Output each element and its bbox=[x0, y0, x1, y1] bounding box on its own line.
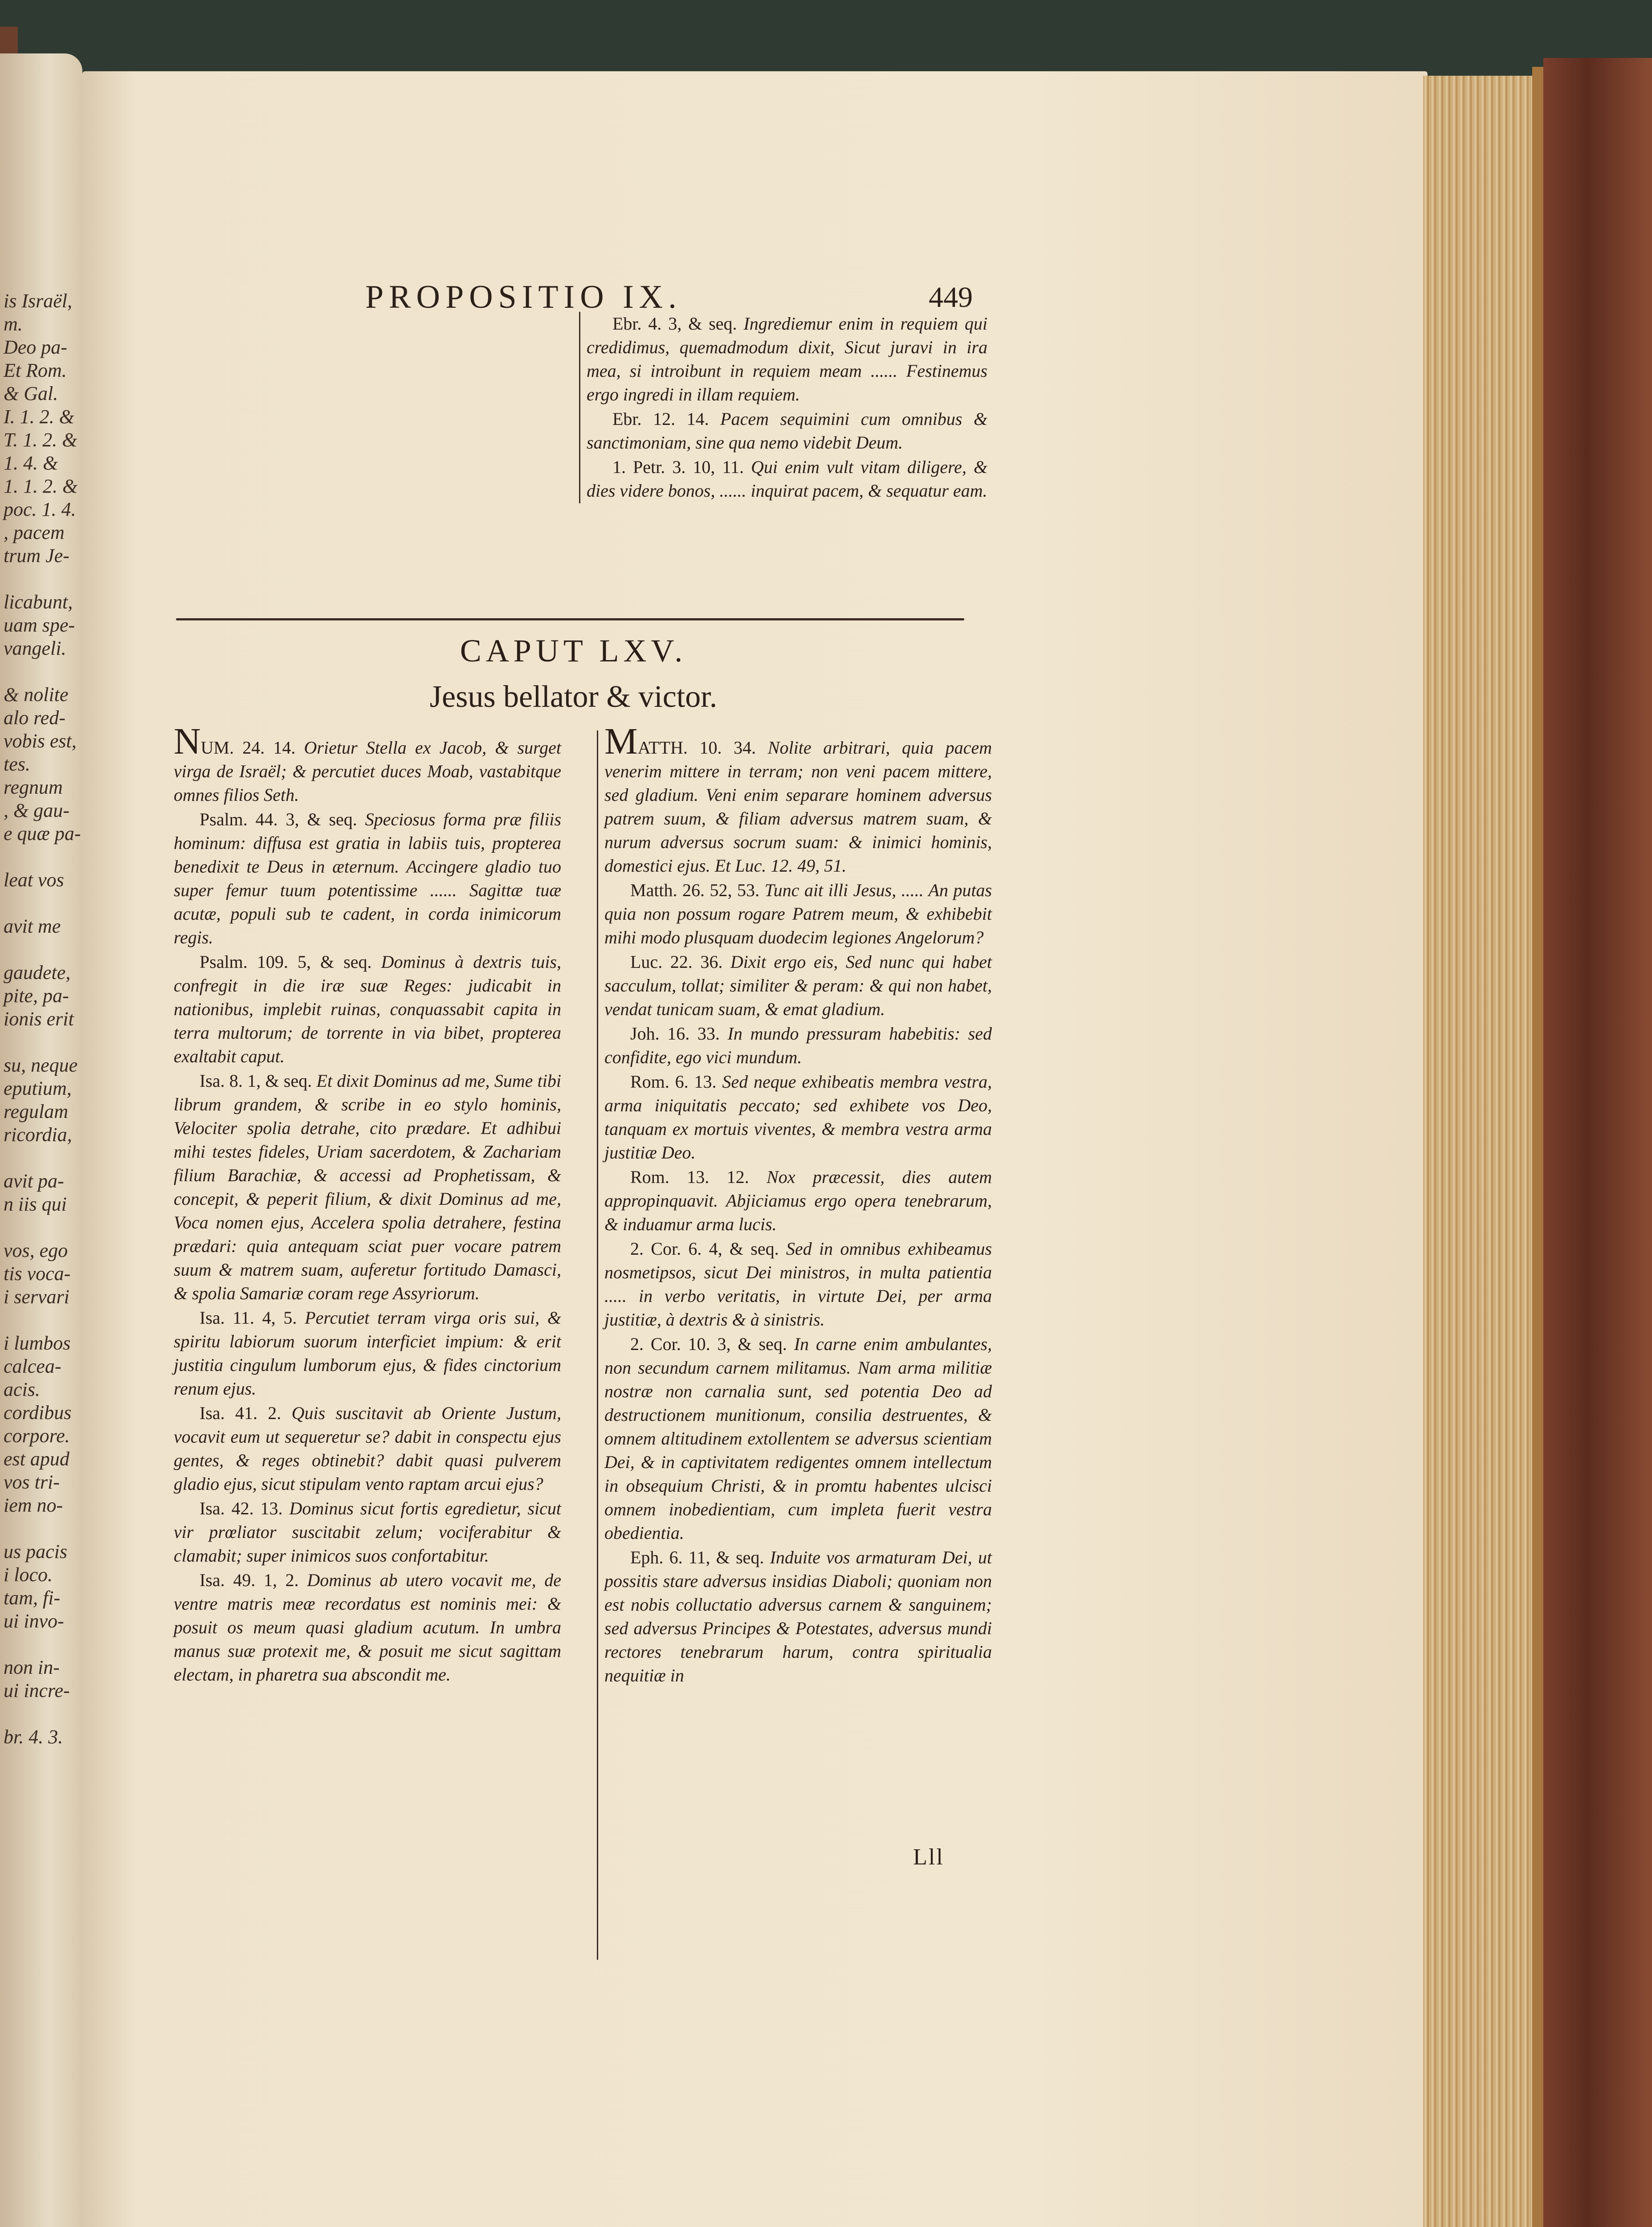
margin-fragment: regnum bbox=[4, 776, 63, 798]
margin-fragment: 1. 1. 2. & bbox=[4, 475, 78, 497]
scripture-text: Pacem sequimini cum omnibus & sanctimoniam, sine qua nemo videbit Deum. bbox=[587, 409, 988, 453]
margin-fragment: ui incre- bbox=[4, 1680, 70, 1701]
scripture-text: Orietur Stella ex Jacob, & surget virga de Israël; & percutiet duces Moab, vastabitque omnes filios Seth. bbox=[174, 738, 561, 805]
scripture-text: Dominus ab utero vocavit me, de ventre matris meæ recordatus est nominis mei: & posuit os meum quasi gladium acutum. In umbra manus suæ protexit me, & posuit me sicut sagittam electam, in pharetra sua abscondit me. bbox=[174, 1570, 562, 1685]
margin-fragment: m. bbox=[4, 313, 23, 335]
scripture-text: Speciosus forma præ filiis hominum: diffusa est gratia in labiis tuis, propterea benedixit te Deus in æternum. Accingere gladio tuo super femur tuum potentissime ...... Sagittæ tuæ acutæ, populi sub te cadent, in corda inimicorum regis. bbox=[174, 809, 562, 947]
margin-fragment: & Gal. bbox=[4, 383, 58, 404]
scripture-text: Dominus sicut fortis egredietur, sicut vir prœliator suscitabit zelum; vociferabitur & clamabit; super inimicos suos confortabitur. bbox=[174, 1498, 562, 1566]
top-citation-block bbox=[579, 312, 987, 503]
scripture-text: In mundo pressuram habebitis: sed confidite, ego vici mundum. bbox=[604, 1024, 992, 1067]
scripture-reference: Rom. 6. 13. bbox=[630, 1072, 717, 1092]
margin-fragment: tam, fi- bbox=[4, 1587, 61, 1609]
citation-paragraph bbox=[587, 312, 987, 406]
margin-fragment: corpore. bbox=[4, 1425, 70, 1447]
citation-paragraph bbox=[174, 1401, 561, 1496]
scripture-reference: Matth. 26. 52, 53. bbox=[630, 880, 760, 900]
scripture-reference: Isa. 49. 1, 2. bbox=[200, 1570, 299, 1590]
margin-fragment: poc. 1. 4. bbox=[4, 498, 76, 520]
margin-fragment: su, neque bbox=[4, 1054, 78, 1076]
scripture-reference: Luc. 22. 36. bbox=[630, 952, 723, 972]
margin-fragment bbox=[4, 1633, 82, 1656]
margin-fragment: i loco. bbox=[4, 1564, 53, 1586]
margin-fragment: n iis qui bbox=[4, 1193, 67, 1215]
margin-fragment bbox=[4, 938, 82, 961]
citation-paragraph bbox=[604, 1070, 992, 1164]
margin-fragment bbox=[4, 1216, 82, 1239]
scripture-reference: Eph. 6. 11, & seq. bbox=[630, 1547, 764, 1567]
fore-edge bbox=[1423, 76, 1543, 2227]
citation-paragraph bbox=[604, 1165, 992, 1236]
margin-fragment: ui invo- bbox=[4, 1610, 64, 1632]
scripture-text: Dixit ergo eis, Sed nunc qui habet sacculum, tollat; similiter & peram: & qui non habet, vendat tunicam suam, & emat gladium. bbox=[604, 952, 992, 1019]
scripture-reference: ATTH. 10. 34. bbox=[637, 738, 756, 758]
citation-paragraph bbox=[604, 721, 992, 877]
page-number: 449 bbox=[929, 281, 973, 314]
drop-capital: M bbox=[604, 721, 638, 762]
left-page-edge bbox=[0, 53, 82, 2227]
scripture-text: Quis suscitavit ab Oriente Justum, vocavit eum ut sequeretur se? dabit in conspectu ejus gentes, & reges obtinebit? dabit quasi pulverem gladio ejus, sicut stipulam vento raptam arcui ejus? bbox=[174, 1403, 561, 1494]
scripture-text: Sed neque exhibeatis membra vestra, arma iniquitatis peccato; sed exhibete vos Deo, tanquam ex mortuis viventes, & membra vestra arma justitiæ Deo. bbox=[604, 1072, 992, 1162]
scripture-reference: Ebr. 4. 3, & seq. bbox=[612, 314, 737, 334]
margin-fragment: regulam bbox=[4, 1101, 69, 1122]
scripture-reference: Psalm. 44. 3, & seq. bbox=[200, 809, 357, 829]
margin-fragment bbox=[4, 1702, 82, 1725]
margin-fragment bbox=[4, 892, 82, 915]
scripture-reference: Isa. 42. 13. bbox=[200, 1498, 283, 1518]
margin-fragment: licabunt, bbox=[4, 591, 73, 613]
margin-fragment bbox=[4, 1309, 82, 1332]
drop-capital: N bbox=[174, 721, 201, 762]
scripture-text: Percutiet terram virga oris sui, & spiritu labiorum suorum interficiet impium: & erit justitia cingulum lumborum ejus, & fides cinctorium renum ejus. bbox=[174, 1308, 561, 1399]
margin-fragment: I. 1. 2. & bbox=[4, 406, 74, 428]
citation-paragraph bbox=[604, 1332, 992, 1545]
citation-paragraph bbox=[587, 455, 987, 502]
margin-fragment bbox=[4, 1517, 82, 1540]
scripture-reference: Ebr. 12. 14. bbox=[612, 409, 709, 429]
margin-fragment: avit me bbox=[4, 915, 61, 937]
scripture-reference: Isa. 11. 4, 5. bbox=[200, 1308, 297, 1328]
margin-fragment: avit pa- bbox=[4, 1170, 64, 1192]
margin-fragment bbox=[4, 660, 82, 683]
citation-paragraph bbox=[174, 1069, 561, 1305]
left-margin-fragments bbox=[4, 290, 82, 1749]
margin-fragment: vos tri- bbox=[4, 1471, 60, 1493]
margin-fragment: ionis erit bbox=[4, 1008, 74, 1030]
citation-paragraph bbox=[604, 950, 992, 1021]
citation-paragraph bbox=[174, 1497, 561, 1567]
scripture-reference: Joh. 16. 33. bbox=[630, 1024, 720, 1044]
margin-fragment: us pacis bbox=[4, 1541, 67, 1562]
margin-fragment: tes. bbox=[4, 753, 30, 775]
margin-fragment: pite, pa- bbox=[4, 985, 69, 1007]
scripture-reference: 2. Cor. 10. 3, & seq. bbox=[630, 1334, 787, 1354]
margin-fragment: vobis est, bbox=[4, 730, 77, 752]
margin-fragment: T. 1. 2. & bbox=[4, 429, 78, 451]
margin-fragment: trum Je- bbox=[4, 545, 69, 567]
margin-fragment: , pacem bbox=[4, 522, 65, 543]
scripture-text: Et dixit Dominus ad me, Sume tibi librum grandem, & scribe in eo stylo hominis, Velociter spolia detrahe, cito prædare. Et adhibui mihi testes fideles, Uriam sacerdotem, & Zachariam filium Barachiæ, & accessi ad Prophetissam, & concepit, & peperit filium, & dixit Dominus ad me, Voca nomen ejus, Accelera spolia detrahere, festina prædari: quia antequam sciat puer vocare patrem suum & matrem suam, auferetur fortitudo Damasci, & spolia Samariæ coram rege Assyriorum. bbox=[174, 1071, 562, 1303]
margin-fragment: uam spe- bbox=[4, 614, 75, 636]
right-cover-board bbox=[1543, 58, 1652, 2227]
scripture-reference: 2. Cor. 6. 4, & seq. bbox=[630, 1239, 779, 1259]
chapter-title: CAPUT LXV. bbox=[460, 633, 687, 669]
margin-fragment: acis. bbox=[4, 1379, 40, 1400]
margin-fragment: 1. 4. & bbox=[4, 452, 58, 474]
citation-paragraph bbox=[174, 1568, 561, 1686]
citation-paragraph bbox=[174, 808, 561, 949]
chapter-subtitle: Jesus bellator & victor. bbox=[429, 680, 718, 714]
scripture-text: Sed in omnibus exhibeamus nosmetipsos, sicut Dei ministros, in multa patientia ..... in verbo veritatis, in virtute Dei, per arma justitiæ, à dextris & à sinistris. bbox=[604, 1239, 992, 1330]
left-text-column bbox=[174, 721, 562, 1687]
margin-fragment bbox=[4, 1146, 82, 1170]
margin-fragment bbox=[4, 845, 82, 869]
margin-fragment: non in- bbox=[4, 1656, 60, 1678]
scripture-text: Ingrediemur enim in requiem qui credidimus, quemadmodum dixit, Sicut juravi in ira mea, si introibunt in requiem meam ...... Festinemus ergo ingredi in illam requiem. bbox=[587, 314, 988, 404]
margin-fragment: Deo pa- bbox=[4, 336, 67, 358]
margin-fragment: gaudete, bbox=[4, 962, 71, 983]
margin-fragment: calcea- bbox=[4, 1355, 61, 1377]
citation-paragraph bbox=[587, 407, 987, 454]
margin-fragment: vos, ego bbox=[4, 1240, 68, 1261]
margin-fragment: vangeli. bbox=[4, 637, 66, 659]
margin-fragment: is Israël, bbox=[4, 290, 72, 312]
citation-paragraph bbox=[174, 1306, 561, 1400]
margin-fragment bbox=[4, 1031, 82, 1054]
margin-fragment: & nolite bbox=[4, 684, 69, 706]
margin-fragment: e quæ pa- bbox=[4, 823, 81, 844]
scripture-text: Induite vos armaturam Dei, ut possitis stare adversus insidias Diaboli; quoniam non est nobis colluctatio adversus carnem & sanguinem; sed adversus Principes & Potestates, adversus mundi rectores tenebrarum harum, contra spiritualia nequitiæ in bbox=[604, 1547, 992, 1685]
citation-paragraph bbox=[174, 721, 561, 807]
scripture-text: Qui enim vult vitam diligere, & dies videre bonos, ...... inquirat pacem, & sequatur eam. bbox=[587, 457, 987, 501]
scripture-reference: 1. Petr. 3. 10, 11. bbox=[612, 457, 744, 477]
scripture-text: Nolite arbitrari, quia pacem venerim mittere in terram; non veni pacem mittere, sed gladium. Veni enim separare hominem adversus patrem suum, & filiam adversus matrem suam, & nurum adversus socrum suam: & inimici hominis, domestici ejus. Et Luc. 12. 49, 51. bbox=[604, 738, 992, 876]
margin-fragment: cordibus bbox=[4, 1402, 72, 1423]
citation-paragraph bbox=[604, 1546, 992, 1687]
citation-paragraph bbox=[174, 950, 561, 1068]
margin-fragment: leat vos bbox=[4, 869, 64, 891]
section-rule bbox=[176, 618, 964, 620]
scripture-reference: Isa. 8. 1, & seq. bbox=[200, 1071, 312, 1091]
right-text-column bbox=[597, 721, 992, 1960]
running-head: PROPOSITIO IX. bbox=[365, 279, 682, 315]
scripture-text: Dominus à dextris tuis, confregit in die iræ suæ Reges: judicabit in nationibus, implebit ruinas, conquassabit capita in terra multorum; de torrente in via bibet, propterea exaltabit caput. bbox=[174, 952, 561, 1066]
margin-fragment: i lumbos bbox=[4, 1332, 71, 1354]
scripture-reference: Rom. 13. 12. bbox=[630, 1167, 749, 1187]
margin-fragment: i servari bbox=[4, 1286, 69, 1308]
margin-fragment: eputium, bbox=[4, 1077, 72, 1099]
margin-fragment: , & gau- bbox=[4, 799, 69, 821]
citation-paragraph bbox=[604, 878, 992, 949]
margin-fragment: est apud bbox=[4, 1448, 69, 1470]
margin-fragment: ricordia, bbox=[4, 1124, 72, 1146]
signature-mark: Lll bbox=[913, 1844, 944, 1870]
citation-paragraph bbox=[604, 1022, 992, 1069]
margin-fragment: br. 4. 3. bbox=[4, 1726, 63, 1748]
scripture-text: Tunc ait illi Jesus, ..... An putas quia non possum rogare Patrem meum, & exhibebit mihi modo plusquam duodecim legiones Angelorum? bbox=[604, 880, 992, 947]
scripture-reference: Isa. 41. 2. bbox=[200, 1403, 281, 1423]
scripture-text: In carne enim ambulantes, non secundum carnem militamus. Nam arma militiæ nostræ non carnalia sunt, sed potentia Deo ad destructionem munitionum, consilia destruentes, & omnem altitudinem extollentem se adversus scientiam Dei, & in captivitatem redigentes omnem intellectum in obsequium Christi, & in promtu habentes ulcisci omnem inobedientiam, cum impleta fuerit vestra obedientia. bbox=[604, 1334, 992, 1543]
scripture-reference: Psalm. 109. 5, & seq. bbox=[200, 952, 372, 972]
scripture-reference: UM. 24. 14. bbox=[200, 738, 296, 758]
margin-fragment: alo red- bbox=[4, 707, 65, 729]
citation-paragraph bbox=[604, 1237, 992, 1331]
margin-fragment: Et Rom. bbox=[4, 359, 67, 381]
margin-fragment bbox=[4, 567, 82, 591]
margin-fragment: iem no- bbox=[4, 1494, 63, 1516]
margin-fragment: tis voca- bbox=[4, 1263, 71, 1285]
scripture-text: Nox præcessit, dies autem appropinquavit. Abjiciamus ergo opera tenebrarum, & induamur arma lucis. bbox=[604, 1167, 992, 1234]
